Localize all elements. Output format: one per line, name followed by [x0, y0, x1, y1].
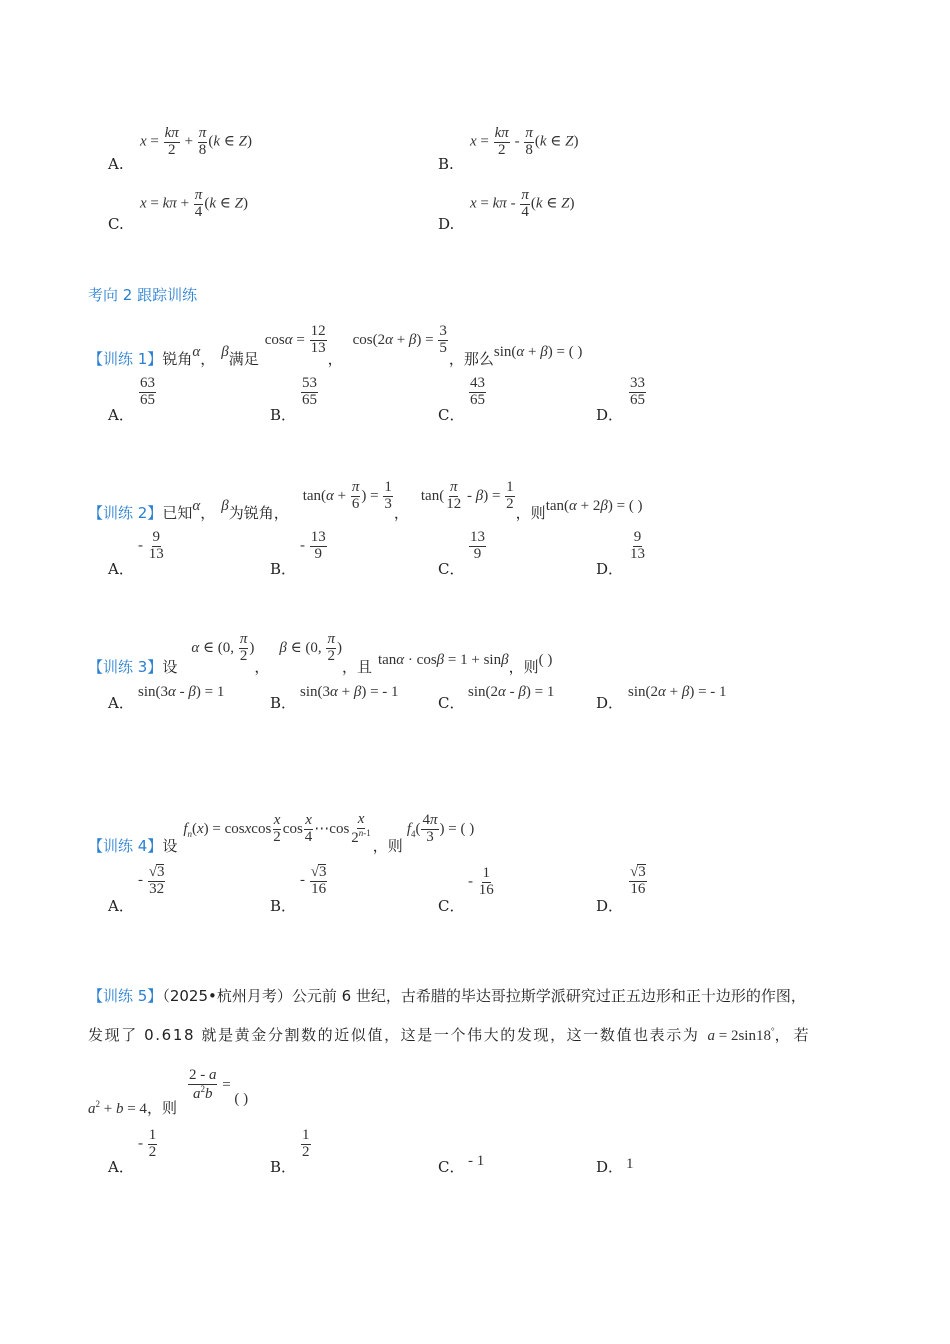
exercise-4-option-c-label: C．	[438, 897, 465, 915]
exercise-1-option-d: $\frac{33}{65}$	[630, 375, 645, 408]
option-c-formula: x = kπ + $\frac{\pi}{4}$ (k ∈ Z)	[140, 187, 248, 220]
exercise-3-option-a: sin(3α - β) = 1	[138, 684, 225, 700]
exercise-4-option-c: - $\frac{1}{16}$	[468, 865, 494, 898]
exercise-4-option-b-label: B．	[270, 897, 297, 915]
exercise-3-tag: 【训练 3】	[88, 657, 163, 676]
exercise-1-stem: 【训练 1】锐角α， β满足cosα = $\frac{12}{13}$ ，cos(2α + β) = $\frac{3}{5}$ ，那么sin(α + β) = ( )	[88, 323, 583, 368]
exercise-5-line-1: 【训练 5】（2025•杭州月考）公元前 6 世纪，古希腊的毕达哥拉斯学派研究过正五边形和正十边形的作图，	[88, 987, 806, 1005]
exercise-2-option-c-label: C．	[438, 560, 465, 578]
exercise-4-option-d-label: D．	[596, 897, 624, 915]
exercise-4-option-b: - $\frac{√3}{16}$	[300, 864, 327, 897]
exercise-2-option-c: $\frac{13}{9}$	[470, 529, 485, 562]
option-a-formula: x = $\frac{k\pi}{2}$ + $\frac{\pi}{8}$ (k ∈ Z)	[140, 125, 252, 158]
exercise-5-option-b-label: B．	[270, 1158, 297, 1176]
exercise-2-option-d: $\frac{9}{13}$	[630, 529, 645, 562]
exercise-1-option-d-label: D．	[596, 406, 624, 424]
exercise-1-tag: 【训练 1】	[88, 349, 163, 368]
exercise-3-option-b-label: B．	[270, 694, 297, 712]
exercise-2-option-a-label: A．	[108, 560, 134, 578]
exercise-5-option-c: - 1	[468, 1153, 485, 1169]
option-d-formula: x = kπ - $\frac{\pi}{4}$ (k ∈ Z)	[470, 187, 575, 220]
exercise-3-option-c: sin(2α - β) = 1	[468, 684, 555, 700]
option-a-label: A.	[108, 155, 124, 173]
exercise-3-option-b: sin(3α + β) = - 1	[300, 684, 399, 700]
exercise-4-stem: 【训练 4】设$f_n(x)$ = cosxcos $\frac{x}{2}$ cos $\frac{x}{4}$ ⋯cos $\frac{x}{2^{n-1}}$ ，则$f_4$( $\frac{4\pi}{3}$ ) = ( )	[88, 811, 475, 855]
exercise-1-option-b-label: B．	[270, 406, 297, 424]
exercise-2-option-b-label: B．	[270, 560, 297, 578]
exercise-4-tag: 【训练 4】	[88, 836, 163, 855]
exercise-5-line-3: $a^2 + b = 4$，则 $\frac{2 - a}{a^2b}$ = ( )	[88, 1067, 249, 1117]
exercise-5-option-c-label: C．	[438, 1158, 465, 1176]
exercise-1-option-c: $\frac{43}{65}$	[470, 375, 485, 408]
exercise-4-option-a: - $\frac{√3}{32}$	[138, 864, 165, 897]
exercise-2-option-d-label: D．	[596, 560, 624, 578]
exercise-1-option-a: $\frac{63}{65}$	[140, 375, 155, 408]
option-d-label: D.	[438, 215, 455, 233]
exercise-3-stem: 【训练 3】设α ∈ (0, $\frac{\pi}{2}$ )，β ∈ (0, $\frac{\pi}{2}$ )，且 tanα · cosβ = 1 + sinβ，则( )	[88, 631, 553, 676]
option-b-formula: x = $\frac{k\pi}{2}$ - $\frac{\pi}{8}$ (k ∈ Z)	[470, 125, 579, 158]
exercise-5-option-d: 1	[626, 1156, 634, 1172]
exercise-2-tag: 【训练 2】	[88, 503, 163, 522]
exercise-5-line-2: 发现了 0.618 就是黄金分割数的近似值，这是一个伟大的发现，这一数值也表示为 a = 2sin18°，若	[88, 1026, 813, 1044]
exercise-5-option-a: - $\frac{1}{2}$	[138, 1127, 157, 1160]
section-title: 考向 2 跟踪训练	[88, 286, 198, 304]
option-b-label: B.	[438, 155, 454, 173]
exercise-2-option-b: - $\frac{13}{9}$	[300, 529, 326, 562]
exercise-2-option-a: - $\frac{9}{13}$	[138, 529, 164, 562]
exercise-4-option-a-label: A．	[108, 897, 134, 915]
exercise-2-stem: 【训练 2】已知α， β为锐角，tan(α + $\frac{\pi}{6}$ ) = $\frac{1}{3}$ ，tan( $\frac{\pi}{12}$ - β) = $\frac{1}{2}$ ，则tan(α + 2β) = ( )	[88, 479, 643, 522]
exercise-3-option-d-label: D．	[596, 694, 624, 712]
exercise-5-option-a-label: A．	[108, 1158, 134, 1176]
exercise-1-option-c-label: C．	[438, 406, 465, 424]
exercise-1-option-a-label: A．	[108, 406, 134, 424]
exercise-5-tag: 【训练 5】	[88, 987, 163, 1005]
option-c-label: C.	[108, 215, 124, 233]
exercise-3-option-c-label: C．	[438, 694, 465, 712]
exercise-3-option-a-label: A．	[108, 694, 134, 712]
exercise-4-option-d: $\frac{√3}{16}$	[630, 864, 646, 897]
exercise-5-option-d-label: D．	[596, 1158, 624, 1176]
exercise-1-option-b: $\frac{53}{65}$	[302, 375, 317, 408]
exercise-3-option-d: sin(2α + β) = - 1	[628, 684, 727, 700]
exercise-5-option-b: $\frac{1}{2}$	[302, 1127, 310, 1160]
